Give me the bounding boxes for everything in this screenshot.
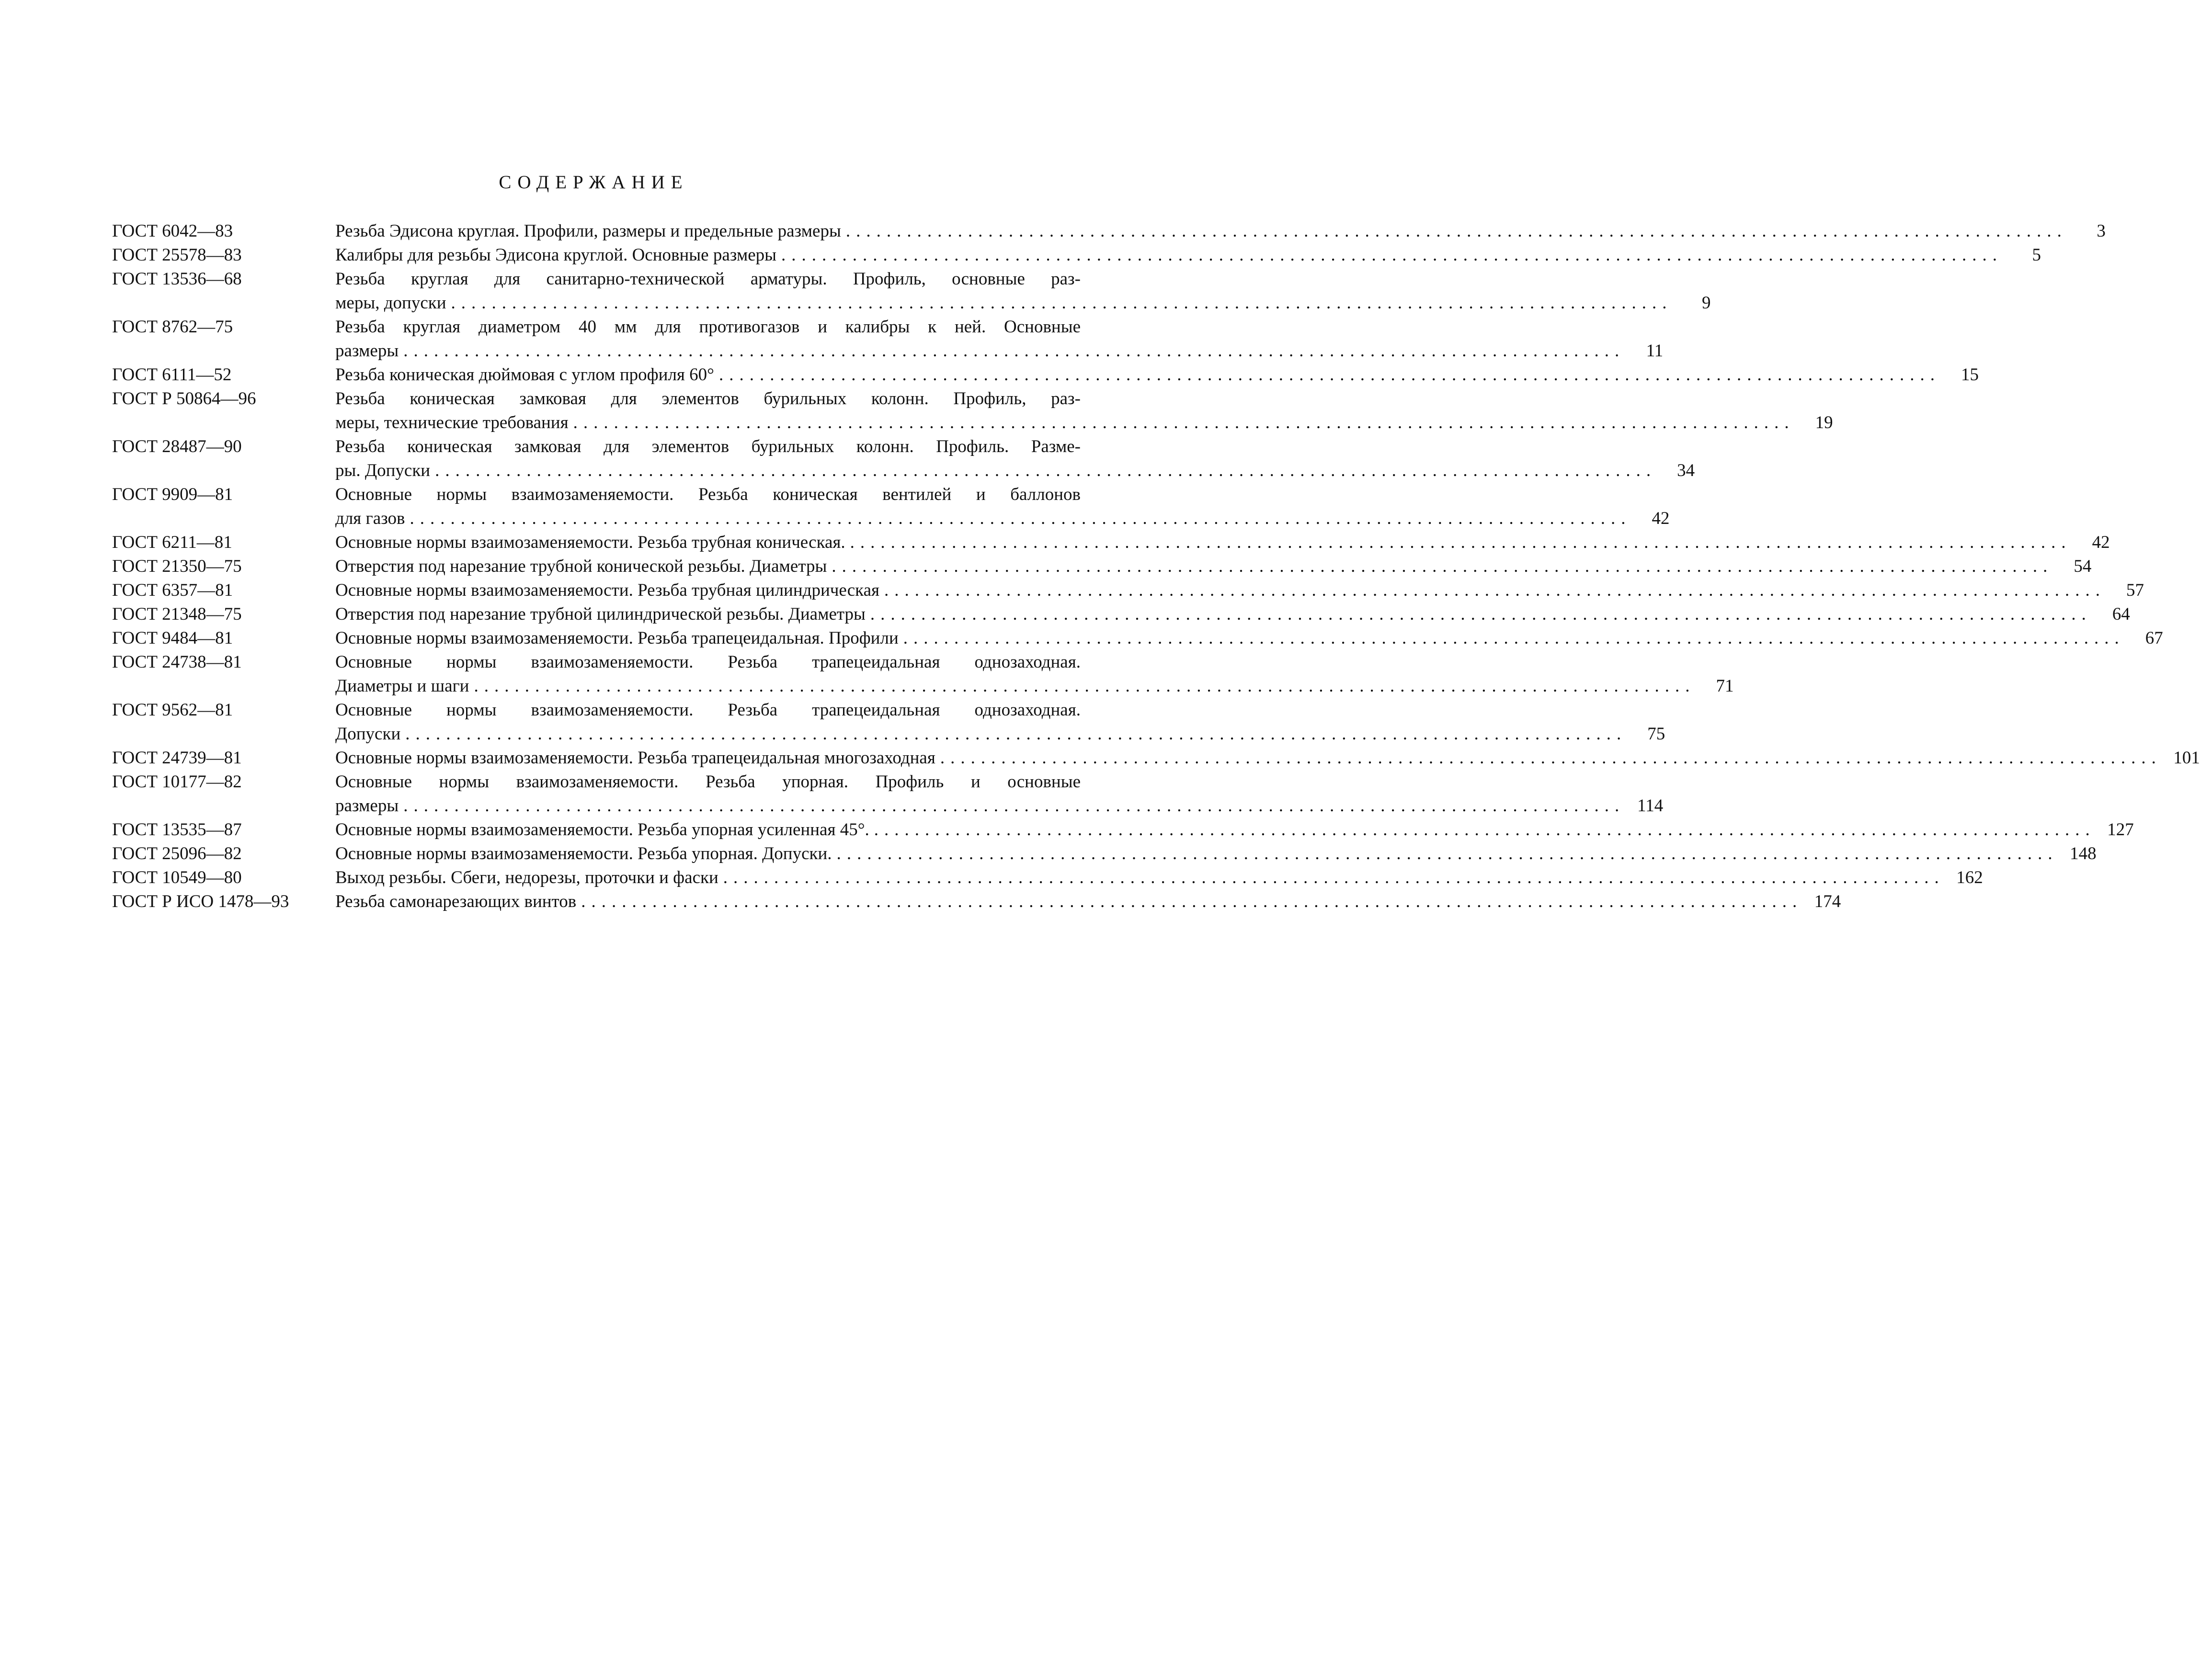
toc-entry-page-number: 42 — [1652, 509, 1670, 528]
toc-entry-title: Допуски — [335, 724, 401, 744]
toc-entry — [112, 483, 1670, 531]
toc-entry-code: ГОСТ 6111—52 — [112, 365, 232, 385]
dot-leader: ........................................................................................................................ — [403, 341, 1625, 361]
toc-entry-last-line — [335, 626, 2163, 650]
toc-entry-page-number: 114 — [1637, 796, 1664, 816]
page-title: СОДЕРЖАНИЕ — [499, 172, 689, 193]
toc-entry-last-line — [335, 890, 1841, 914]
toc-entry-page-number: 174 — [1814, 892, 1841, 911]
toc-entry-body — [335, 698, 1665, 746]
toc-entry-body — [335, 842, 2097, 866]
toc-entry-title-line: Основные нормы взаимозаменяемости. Резьба трапецеидальная однозаходная. — [335, 652, 1081, 672]
toc-entry — [112, 531, 2110, 555]
dot-leader: ........................................................................................................................ — [836, 844, 2058, 863]
toc-entry — [112, 435, 1695, 483]
toc-entry-code: ГОСТ 9562—81 — [112, 700, 233, 720]
toc-entry-title: Основные нормы взаимозаменяемости. Резьба трапецеидальная. Профили — [335, 628, 899, 648]
toc-entry-last-line — [335, 555, 2092, 579]
toc-entry-title-line: Резьба коническая замковая для элементов бурильных колонн. Профиль, раз- — [335, 389, 1081, 409]
dot-leader: ........................................................................................................................ — [903, 628, 2125, 648]
toc-entry-title: Резьба самонарезающих винтов — [335, 892, 577, 911]
toc-entry-body — [335, 483, 1670, 531]
toc-entry — [112, 866, 1983, 890]
toc-entry-code: ГОСТ 13535—87 — [112, 820, 242, 840]
toc-entry — [112, 315, 1664, 363]
dot-leader: ........................................................................................................................ — [850, 533, 2072, 552]
dot-leader: ........................................................................................................................ — [781, 245, 2003, 265]
toc-entry-code: ГОСТ Р ИСО 1478—93 — [112, 892, 289, 911]
dot-leader: ........................................................................................................................ — [403, 796, 1625, 816]
toc-entry-body — [335, 363, 1979, 387]
toc-entry-title: Основные нормы взаимозаменяемости. Резьба трапецеидальная многозаходная — [335, 748, 935, 768]
toc-entry-last-line — [335, 219, 2106, 243]
toc-entry-last-line — [335, 339, 1664, 363]
toc-entry-page-number: 75 — [1647, 724, 1665, 744]
toc-entry-title: Основные нормы взаимозаменяемости. Резьба трубная коническая. — [335, 533, 845, 552]
table-of-contents — [112, 219, 2200, 914]
toc-entry-page-number: 101 — [2173, 748, 2200, 768]
toc-entry-title-line: Резьба коническая замковая для элементов бурильных колонн. Профиль. Разме- — [335, 437, 1081, 456]
toc-entry-page-number: 71 — [1716, 676, 1734, 696]
toc-entry-code: ГОСТ 8762—75 — [112, 317, 233, 337]
dot-leader: ........................................................................................................................ — [405, 724, 1627, 744]
dot-leader: ........................................................................................................................ — [884, 580, 2106, 600]
toc-entry — [112, 267, 1711, 315]
toc-entry-page-number: 5 — [2032, 245, 2041, 265]
toc-entry-title-line: Основные нормы взаимозаменяемости. Резьба трапецеидальная однозаходная. — [335, 700, 1081, 720]
dot-leader: ........................................................................................................................ — [573, 413, 1795, 432]
toc-entry-title: размеры — [335, 796, 399, 816]
toc-entry-last-line — [335, 866, 1983, 890]
toc-entry-code: ГОСТ 24738—81 — [112, 652, 242, 672]
toc-entry-code: ГОСТ 25096—82 — [112, 844, 242, 863]
toc-entry-page-number: 3 — [2097, 221, 2106, 241]
toc-entry-page-number: 34 — [1677, 461, 1695, 480]
toc-entry-last-line — [335, 411, 1833, 435]
toc-entry-page-number: 9 — [1702, 293, 1711, 313]
toc-entry — [112, 698, 1665, 746]
toc-entry-title: Диаметры и шаги — [335, 676, 469, 696]
toc-entry-page-number: 64 — [2112, 604, 2130, 624]
toc-entry-last-line — [335, 363, 1979, 387]
dot-leader: ........................................................................................................................ — [832, 556, 2053, 576]
toc-entry-page-number: 162 — [1956, 868, 1983, 887]
toc-entry-code: ГОСТ 24739—81 — [112, 748, 242, 768]
toc-entry-code: ГОСТ 9484—81 — [112, 628, 233, 648]
toc-entry-code: ГОСТ 10177—82 — [112, 772, 242, 792]
toc-entry-code: ГОСТ 28487—90 — [112, 437, 242, 456]
toc-entry-title: Отверстия под нарезание трубной конической резьбы. Диаметры — [335, 556, 827, 576]
toc-entry-page-number: 11 — [1646, 341, 1664, 361]
toc-entry-last-line — [335, 243, 2041, 267]
toc-entry-title-line: Резьба круглая диаметром 40 мм для противогазов и калибры к ней. Основные — [335, 317, 1081, 337]
toc-entry-body — [335, 435, 1695, 483]
toc-entry-page-number: 148 — [2070, 844, 2097, 863]
dot-leader: ........................................................................................................................ — [723, 868, 1945, 887]
toc-entry-title-line: Основные нормы взаимозаменяемости. Резьба коническая вентилей и баллонов — [335, 485, 1081, 504]
toc-entry-code: ГОСТ 6211—81 — [112, 533, 232, 552]
toc-entry-title: Резьба Эдисона круглая. Профили, размеры и предельные размеры — [335, 221, 841, 241]
toc-entry-title: Основные нормы взаимозаменяемости. Резьба трубная цилиндрическая — [335, 580, 880, 600]
toc-entry-body — [335, 387, 1833, 435]
toc-entry-last-line — [335, 291, 1711, 315]
toc-entry-body — [335, 243, 2041, 267]
toc-entry — [112, 219, 2106, 243]
dot-leader: ........................................................................................................................ — [845, 221, 2067, 241]
toc-entry-last-line — [335, 459, 1695, 483]
toc-entry-code: ГОСТ 9909—81 — [112, 485, 233, 504]
toc-entry-title: размеры — [335, 341, 399, 361]
dot-leader: ........................................................................................................................ — [435, 461, 1657, 480]
toc-entry-title: Основные нормы взаимозаменяемости. Резьба упорная усиленная 45°. — [335, 820, 869, 840]
toc-entry-title: Основные нормы взаимозаменяемости. Резьба упорная. Допуски. — [335, 844, 832, 863]
dot-leader: ........................................................................................................................ — [581, 892, 1803, 911]
toc-entry — [112, 890, 1841, 914]
toc-entry — [112, 602, 2130, 626]
toc-entry — [112, 579, 2144, 602]
dot-leader: ........................................................................................................................ — [451, 293, 1673, 313]
dot-leader: ........................................................................................................................ — [718, 365, 1940, 385]
toc-entry-title: для газов — [335, 509, 405, 528]
toc-entry — [112, 746, 2200, 770]
toc-entry-code: ГОСТ 13536—68 — [112, 269, 242, 289]
toc-entry — [112, 243, 2041, 267]
toc-entry-last-line — [335, 602, 2130, 626]
toc-entry-last-line — [335, 722, 1665, 746]
toc-entry-body — [335, 770, 1664, 818]
toc-entry-last-line — [335, 674, 1734, 698]
toc-entry-body — [335, 602, 2130, 626]
toc-entry-code: ГОСТ 6357—81 — [112, 580, 233, 600]
toc-entry-body — [335, 818, 2134, 842]
toc-entry-last-line — [335, 579, 2144, 602]
toc-entry-page-number: 127 — [2107, 820, 2134, 840]
toc-entry-body — [335, 890, 1841, 914]
toc-entry-last-line — [335, 818, 2134, 842]
toc-entry-body — [335, 579, 2144, 602]
toc-entry-code: ГОСТ 6042—83 — [112, 221, 233, 241]
toc-entry-code: ГОСТ 21350—75 — [112, 556, 242, 576]
toc-entry-body — [335, 219, 2106, 243]
toc-entry-last-line — [335, 507, 1670, 531]
dot-leader: ........................................................................................................................ — [874, 820, 2096, 840]
dot-leader: ........................................................................................................................ — [940, 748, 2162, 768]
toc-entry-title: меры, технические требования — [335, 413, 569, 432]
toc-entry — [112, 650, 1734, 698]
toc-entry-last-line — [335, 842, 2097, 866]
toc-entry-page-number: 54 — [2074, 556, 2092, 576]
toc-entry-title: Выход резьбы. Сбеги, недорезы, проточки и фаски — [335, 868, 718, 887]
toc-entry-code: ГОСТ 21348—75 — [112, 604, 242, 624]
toc-entry — [112, 555, 2092, 579]
toc-entry — [112, 770, 1664, 818]
toc-entry-last-line — [335, 794, 1664, 818]
toc-entry-page-number: 15 — [1961, 365, 1979, 385]
toc-entry-page-number: 42 — [2092, 533, 2110, 552]
toc-entry-code: ГОСТ Р 50864—96 — [112, 389, 256, 409]
toc-entry — [112, 818, 2134, 842]
toc-entry-title: Отверстия под нарезание трубной цилиндрической резьбы. Диаметры — [335, 604, 866, 624]
toc-entry-title-line: Резьба круглая для санитарно-технической арматуры. Профиль, основные раз- — [335, 269, 1081, 289]
toc-entry-title: Резьба коническая дюймовая с углом профиля 60° — [335, 365, 714, 385]
toc-entry-body — [335, 531, 2110, 555]
toc-entry-code: ГОСТ 25578—83 — [112, 245, 242, 265]
toc-entry-title: Калибры для резьбы Эдисона круглой. Основные размеры — [335, 245, 777, 265]
toc-entry-page-number: 19 — [1815, 413, 1833, 432]
toc-entry-body — [335, 866, 1983, 890]
toc-entry-page-number: 57 — [2126, 580, 2144, 600]
toc-entry-title-line: Основные нормы взаимозаменяемости. Резьба упорная. Профиль и основные — [335, 772, 1081, 792]
toc-entry-body — [335, 267, 1711, 315]
dot-leader: ........................................................................................................................ — [870, 604, 2092, 624]
toc-entry-title: ры. Допуски — [335, 461, 431, 480]
toc-entry-page-number: 67 — [2145, 628, 2163, 648]
dot-leader: ........................................................................................................................ — [474, 676, 1696, 696]
toc-entry-code: ГОСТ 10549—80 — [112, 868, 242, 887]
toc-entry — [112, 842, 2097, 866]
toc-entry — [112, 363, 1979, 387]
toc-entry — [112, 387, 1833, 435]
toc-entry — [112, 626, 2163, 650]
toc-entry-body — [335, 626, 2163, 650]
toc-entry-body — [335, 650, 1734, 698]
toc-entry-body — [335, 746, 2200, 770]
toc-entry-last-line — [335, 531, 2110, 555]
toc-entry-body — [335, 555, 2092, 579]
dot-leader: ........................................................................................................................ — [410, 509, 1631, 528]
toc-entry-body — [335, 315, 1664, 363]
toc-entry-last-line — [335, 746, 2200, 770]
toc-entry-title: меры, допуски — [335, 293, 446, 313]
